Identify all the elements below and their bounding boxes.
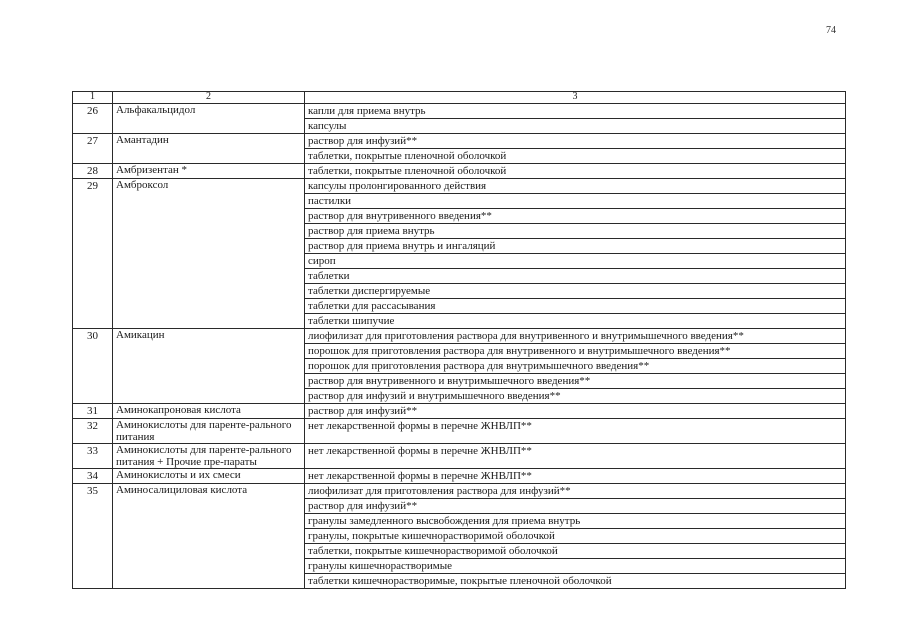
dosage-forms xyxy=(305,164,846,179)
dosage-form-item: капсулы пролонгированного действия xyxy=(305,179,845,194)
dosage-form-item: раствор для инфузий** xyxy=(305,134,845,149)
table-row xyxy=(73,419,846,444)
table-row xyxy=(73,164,846,179)
dosage-form-item: таблетки для рассасывания xyxy=(305,299,845,314)
dosage-forms xyxy=(305,329,846,404)
drug-name: Альфакальцидол xyxy=(113,104,305,134)
dosage-form-item: раствор для инфузий** xyxy=(305,499,845,514)
table-row xyxy=(73,329,846,404)
row-number: 30 xyxy=(73,329,113,404)
dosage-form-item: порошок для приготовления раствора для внутривенного и внутримышечного введения** xyxy=(305,344,845,359)
drug-name: Аминокапроновая кислота xyxy=(113,404,305,419)
drug-name: Амикацин xyxy=(113,329,305,404)
dosage-form-item: раствор для приема внутрь и ингаляций xyxy=(305,239,845,254)
dosage-form-item: таблетки, покрытые кишечнорастворимой оболочкой xyxy=(305,544,845,559)
dosage-forms xyxy=(305,419,846,444)
dosage-form-item: гранулы замедленного высвобождения для приема внутрь xyxy=(305,514,845,529)
table-row xyxy=(73,469,846,484)
dosage-forms xyxy=(305,404,846,419)
dosage-form-item: капсулы xyxy=(308,120,347,132)
row-number: 28 xyxy=(73,164,113,179)
table-row xyxy=(73,104,846,134)
dosage-form-item: капли для приема внутрь xyxy=(305,104,845,119)
dosage-form-item: раствор для внутривенного и внутримышечного введения** xyxy=(305,374,845,389)
dosage-forms xyxy=(305,134,846,164)
dosage-forms xyxy=(305,104,846,134)
dosage-form-item: гранулы, покрытые кишечнорастворимой оболочкой xyxy=(305,529,845,544)
header-col-2: 2 xyxy=(113,92,305,104)
row-number: 35 xyxy=(73,484,113,589)
dosage-form-item: раствор для инфузий и внутримышечного введения** xyxy=(308,390,561,402)
dosage-forms xyxy=(305,469,846,484)
row-number: 34 xyxy=(73,469,113,484)
dosage-form-item: нет лекарственной формы в перечне ЖНВЛП** xyxy=(308,420,532,432)
dosage-form-item: раствор для приема внутрь xyxy=(305,224,845,239)
drug-name: Амбризентан * xyxy=(113,164,305,179)
dosage-form-item: раствор для инфузий** xyxy=(308,405,418,417)
dosage-form-item: лиофилизат для приготовления раствора для внутривенного и внутримышечного введения** xyxy=(305,329,845,344)
header-col-3: 3 xyxy=(305,92,846,104)
dosage-form-item: таблетки, покрытые пленочной оболочкой xyxy=(308,165,507,177)
drug-name: Амброксол xyxy=(113,179,305,329)
row-number: 33 xyxy=(73,444,113,469)
dosage-form-item: сироп xyxy=(305,254,845,269)
drug-forms-table xyxy=(72,91,846,589)
dosage-forms xyxy=(305,179,846,329)
drug-name: Аминокислоты и их смеси xyxy=(113,469,305,484)
dosage-form-item: таблетки xyxy=(305,269,845,284)
table-row xyxy=(73,179,846,329)
row-number: 27 xyxy=(73,134,113,164)
dosage-form-item: нет лекарственной формы в перечне ЖНВЛП** xyxy=(308,445,532,457)
drug-name: Амантадин xyxy=(113,134,305,164)
table-row xyxy=(73,404,846,419)
dosage-form-item: гранулы кишечнорастворимые xyxy=(305,559,845,574)
dosage-form-item: раствор для внутривенного введения** xyxy=(305,209,845,224)
row-number: 26 xyxy=(73,104,113,134)
table-row xyxy=(73,444,846,469)
table-header-row xyxy=(73,92,846,104)
dosage-form-item: таблетки, покрытые пленочной оболочкой xyxy=(308,150,507,162)
table-row xyxy=(73,134,846,164)
dosage-form-item: пастилки xyxy=(305,194,845,209)
dosage-form-item: нет лекарственной формы в перечне ЖНВЛП** xyxy=(308,470,532,482)
dosage-form-item: порошок для приготовления раствора для внутримышечного введения** xyxy=(305,359,845,374)
header-col-1: 1 xyxy=(73,92,113,104)
dosage-form-item: таблетки шипучие xyxy=(308,315,395,327)
drug-name: Аминокислоты для паренте-рального питания xyxy=(113,419,305,444)
drug-name: Аминосалициловая кислота xyxy=(113,484,305,589)
dosage-form-item: лиофилизат для приготовления раствора для инфузий** xyxy=(305,484,845,499)
page-number: 74 xyxy=(826,25,836,36)
table-row xyxy=(73,484,846,589)
row-number: 32 xyxy=(73,419,113,444)
row-number: 29 xyxy=(73,179,113,329)
dosage-form-item: таблетки кишечнорастворимые, покрытые пленочной оболочкой xyxy=(308,575,612,587)
row-number: 31 xyxy=(73,404,113,419)
dosage-forms xyxy=(305,444,846,469)
drug-name: Аминокислоты для паренте-рального питания + Прочие пре-параты xyxy=(113,444,305,469)
dosage-forms xyxy=(305,484,846,589)
dosage-form-item: таблетки диспергируемые xyxy=(305,284,845,299)
